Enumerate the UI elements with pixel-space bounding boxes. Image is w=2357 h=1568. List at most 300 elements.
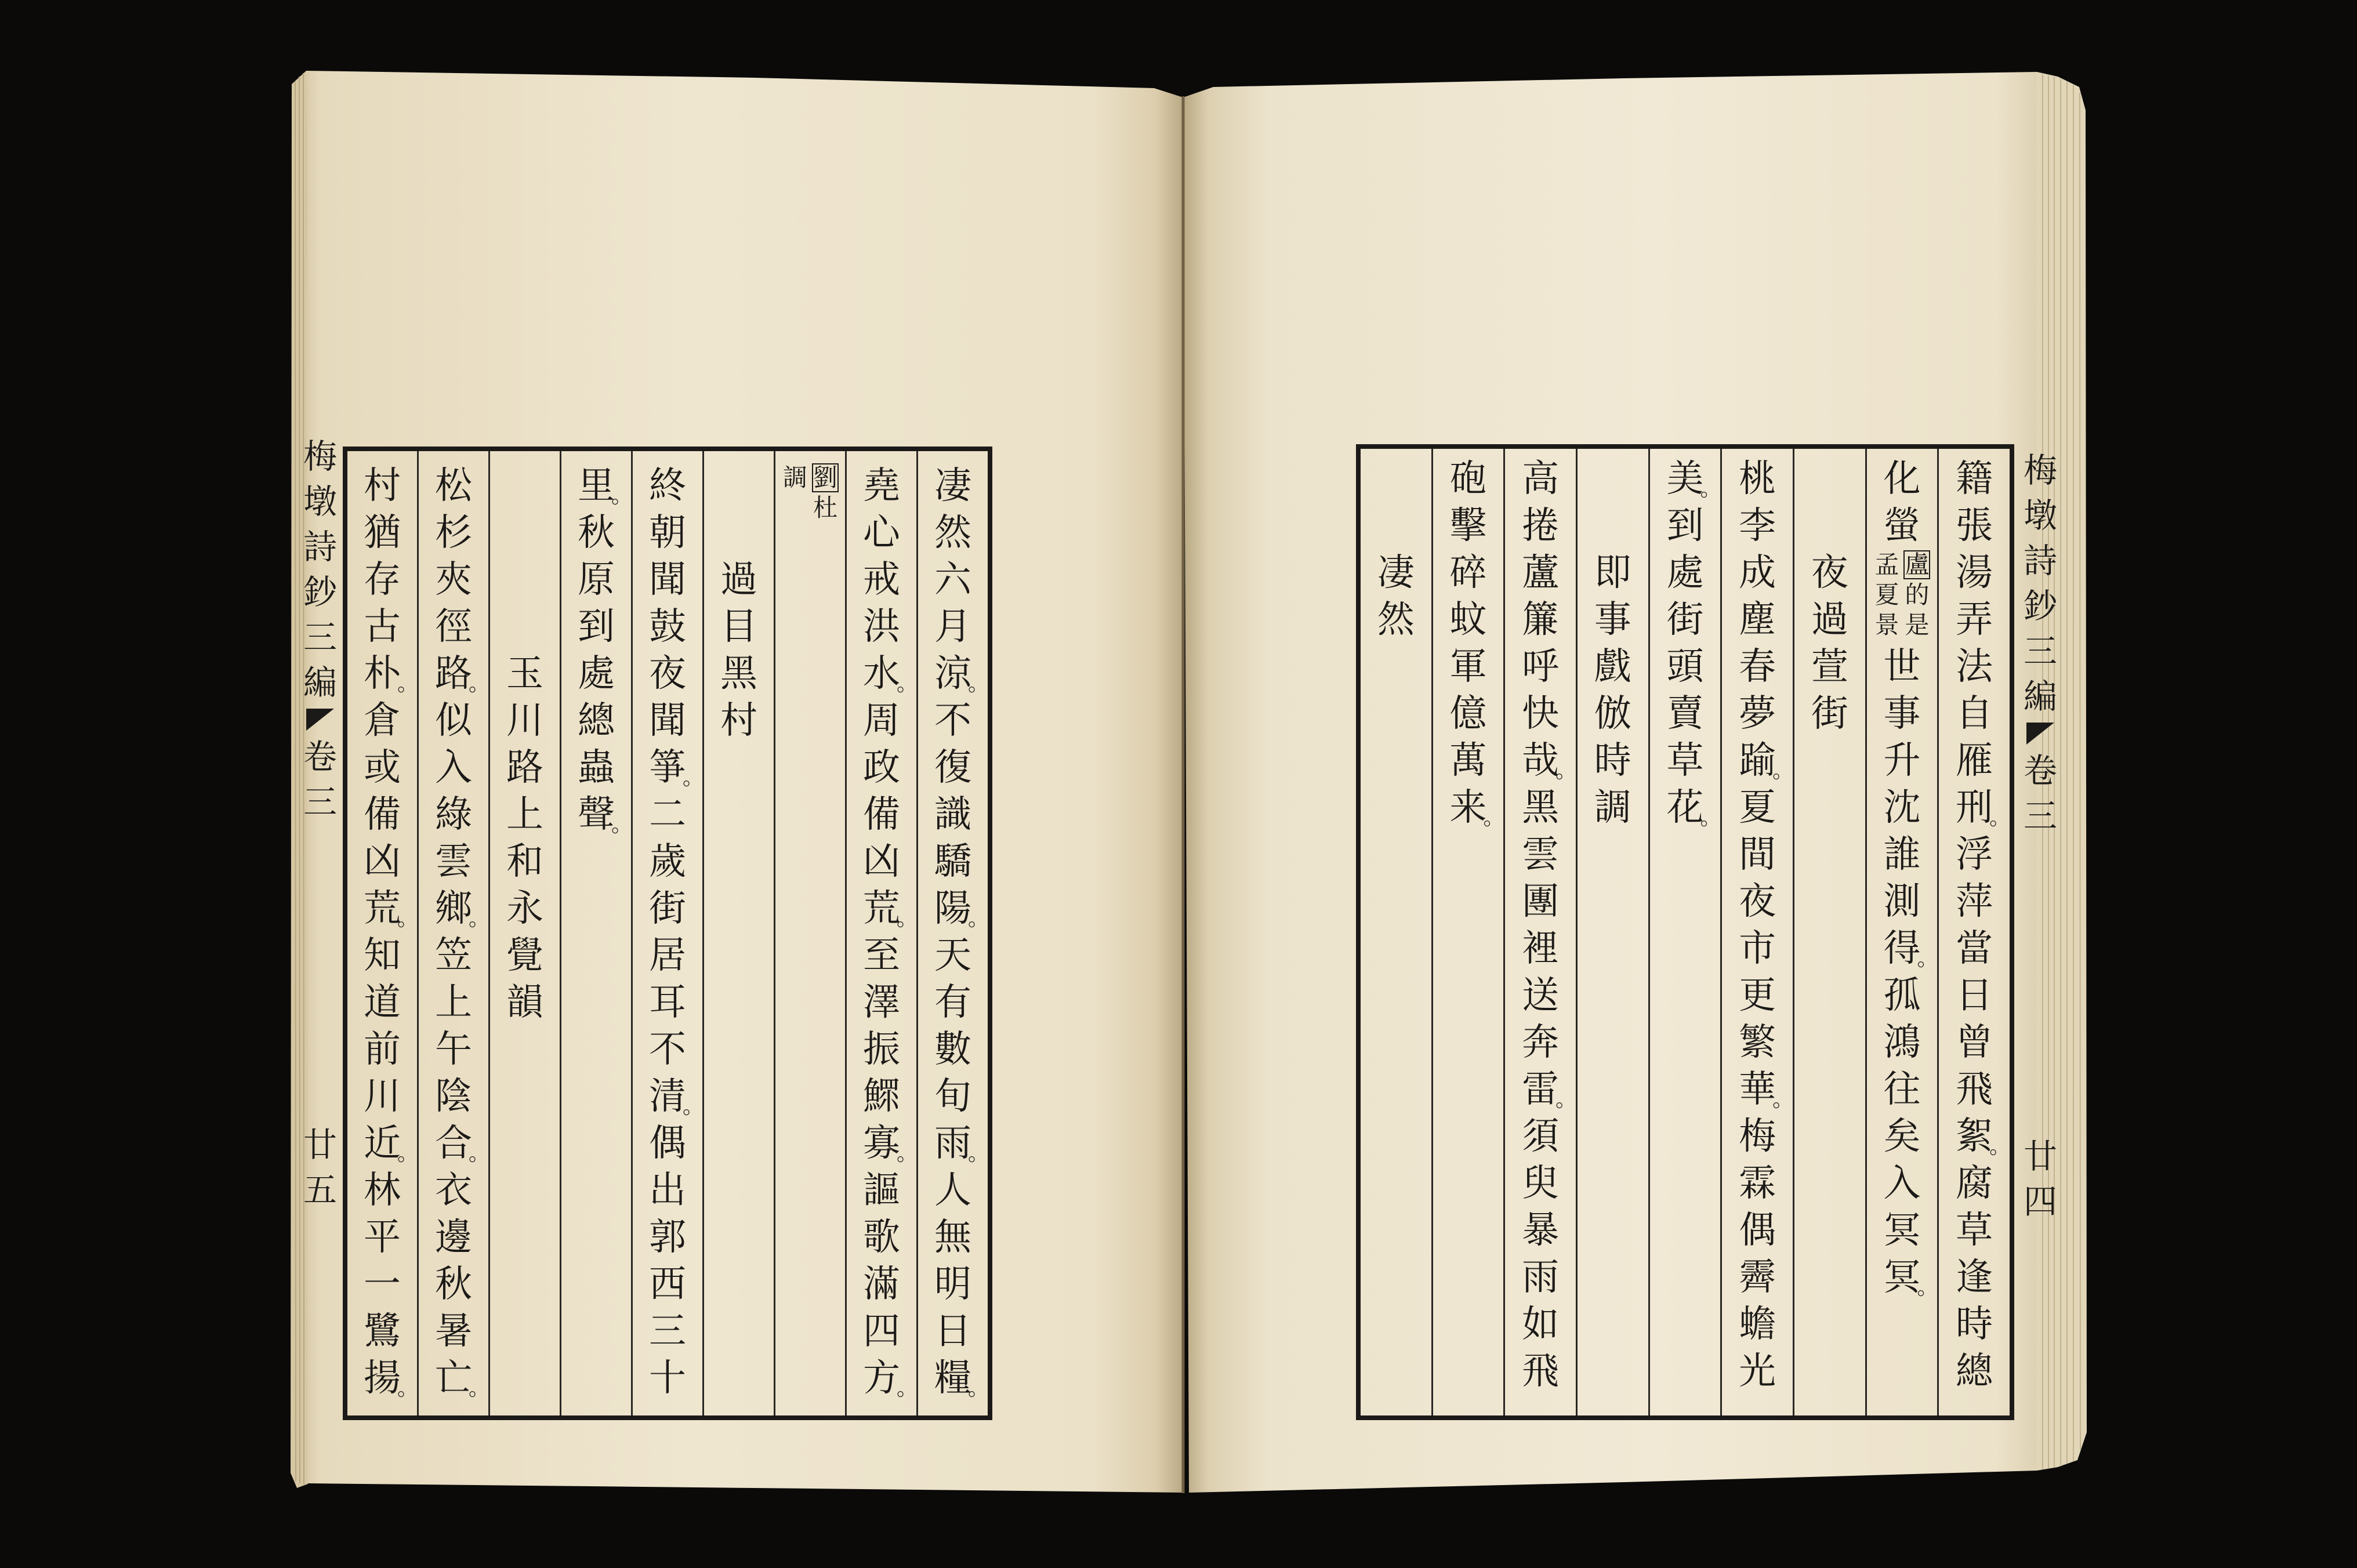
- character: 調: [1594, 786, 1631, 829]
- column-text: [1867, 456, 1938, 550]
- text-column: [1937, 449, 2010, 1415]
- margin-title-text: [298, 434, 342, 705]
- character: 偶: [1739, 1209, 1776, 1252]
- punctuation-mark: 。: [1555, 1088, 1577, 1112]
- character: 冥: [1883, 1209, 1921, 1252]
- character: 飛: [1956, 1068, 1993, 1111]
- character: 夏: [1739, 786, 1776, 829]
- character: 聞: [649, 558, 686, 601]
- character: 億: [1449, 692, 1487, 735]
- character: 雁: [1956, 739, 1993, 782]
- text-column: [560, 451, 631, 1415]
- poem-title: [1576, 449, 1648, 1415]
- character: 雨 。: [934, 1122, 989, 1166]
- character: 梅: [303, 437, 337, 476]
- punctuation-mark: 。: [1483, 806, 1504, 830]
- character: 梅: [1739, 1115, 1776, 1158]
- character: 自: [1956, 692, 1993, 735]
- character: 五: [303, 1170, 337, 1210]
- character: 鴻: [1883, 1021, 1921, 1064]
- character: 月: [934, 605, 971, 648]
- character: 郭: [649, 1216, 686, 1259]
- character: 光: [1739, 1350, 1776, 1393]
- character: 墩: [303, 482, 337, 521]
- character: 荒 。: [364, 887, 419, 931]
- character: 歌: [863, 1216, 900, 1259]
- character: 川: [364, 1075, 401, 1118]
- character: 霖: [1739, 1162, 1776, 1205]
- character: 雨: [1522, 1256, 1560, 1299]
- character: 事: [1594, 598, 1631, 641]
- column-text: [419, 463, 488, 1402]
- column-text: [1433, 456, 1504, 832]
- note-line-right: [811, 463, 839, 557]
- character: 籍: [1956, 458, 1993, 500]
- character: 三: [303, 618, 337, 657]
- character: 十: [649, 1357, 686, 1400]
- character: 秋: [435, 1263, 472, 1306]
- character: 裡: [1522, 927, 1560, 970]
- character: 涼 。: [934, 652, 989, 696]
- fishtail-mark: [306, 709, 334, 731]
- character: 陰: [435, 1075, 472, 1118]
- character: 臾: [1522, 1162, 1560, 1205]
- character: 李: [1739, 504, 1776, 547]
- character: 聲 。: [578, 793, 633, 837]
- character: 景: [1874, 611, 1899, 639]
- character: 天: [934, 934, 971, 977]
- character: 快: [1522, 692, 1560, 735]
- character: 蘆: [1522, 551, 1560, 594]
- column-text: [847, 463, 916, 1402]
- character: 團: [1522, 880, 1560, 923]
- character: 飛: [1522, 1350, 1560, 1393]
- character: 備: [863, 793, 900, 836]
- character: 居: [649, 934, 686, 977]
- character: 擊: [1449, 504, 1487, 547]
- character: 更: [1739, 974, 1776, 1017]
- character: 倣: [1594, 692, 1631, 735]
- character: 和: [506, 840, 543, 883]
- character: 村: [720, 699, 757, 742]
- character: 升: [1883, 739, 1921, 782]
- character: 廿: [2023, 1137, 2057, 1176]
- character: 暑: [435, 1310, 472, 1353]
- punctuation-mark: 。: [968, 907, 989, 931]
- character: 玉: [506, 652, 543, 695]
- character: 近 。: [364, 1122, 419, 1166]
- character: 軍: [1449, 645, 1487, 688]
- character: 衣: [435, 1169, 472, 1212]
- character: 三: [303, 782, 337, 822]
- character: 市: [1739, 927, 1776, 970]
- character: 午: [435, 1028, 472, 1071]
- character: 須: [1522, 1115, 1560, 1158]
- character: 三: [2023, 631, 2057, 671]
- character: 邊: [435, 1216, 472, 1259]
- character: 間: [1739, 833, 1776, 876]
- text-column: [417, 451, 488, 1415]
- character: 如: [1522, 1303, 1560, 1346]
- character: 存: [364, 558, 401, 601]
- text-column: [916, 451, 988, 1415]
- punctuation-mark: 。: [469, 672, 490, 696]
- character: 草: [1666, 739, 1704, 782]
- character: 古: [364, 605, 401, 648]
- punctuation-mark: 。: [469, 1377, 490, 1400]
- character: 夾: [435, 558, 472, 601]
- character: 来 。: [1449, 786, 1504, 830]
- character: 入: [435, 746, 472, 789]
- character: 杉: [435, 511, 472, 554]
- poem-title-text: [1361, 550, 1431, 644]
- character: 廿: [303, 1125, 337, 1164]
- punctuation-mark: 。: [897, 672, 918, 696]
- page-number-text: [2018, 1134, 2062, 1224]
- character: 時: [1594, 739, 1631, 782]
- character: 即: [1594, 551, 1631, 594]
- character: 西: [649, 1263, 686, 1306]
- character: 凄: [934, 464, 971, 507]
- character: 徑: [435, 605, 472, 648]
- punctuation-mark: 。: [1700, 806, 1721, 830]
- character: 浮: [1956, 833, 1993, 876]
- character: 往: [1883, 1068, 1921, 1111]
- character: 踰 。: [1739, 739, 1794, 783]
- note-line-left: [1873, 550, 1901, 644]
- punctuation-mark: 。: [469, 1142, 490, 1166]
- character: 心: [863, 511, 900, 554]
- column-text: [561, 463, 631, 839]
- character: 夜: [1811, 551, 1848, 594]
- page-number: [298, 1122, 342, 1213]
- punctuation-mark: 。: [897, 907, 918, 931]
- character: 孟: [1874, 550, 1899, 579]
- page-number: [2018, 1134, 2062, 1224]
- character: 有: [934, 981, 971, 1024]
- character: 四: [863, 1310, 900, 1353]
- character: 杜: [813, 493, 837, 522]
- character: 誰: [1883, 833, 1921, 876]
- character: 上: [506, 793, 543, 836]
- character: 劉: [811, 463, 839, 493]
- character: 鰥: [863, 1075, 900, 1118]
- character: 目: [720, 605, 757, 648]
- character: 頭: [1666, 645, 1704, 688]
- character: 華 。: [1739, 1068, 1794, 1112]
- punctuation-mark: 。: [611, 484, 633, 508]
- character: 知: [364, 934, 401, 977]
- character: 荒 。: [863, 887, 918, 931]
- character: 梅: [2023, 451, 2057, 490]
- character: 川: [506, 699, 543, 742]
- character: 周: [863, 699, 900, 742]
- column-text: [347, 463, 417, 1402]
- character: 成: [1739, 551, 1776, 594]
- character: 路: [506, 746, 543, 789]
- character: 合 。: [435, 1122, 490, 1166]
- punctuation-mark: 。: [1772, 759, 1794, 783]
- character: 詩: [303, 527, 337, 567]
- text-column: [1865, 449, 1938, 1415]
- character: 蟾: [1739, 1303, 1776, 1346]
- character: 是: [1905, 611, 1930, 639]
- character: 事: [1883, 692, 1921, 735]
- character: 過: [720, 558, 757, 601]
- character: 街: [649, 887, 686, 930]
- margin-title: [298, 434, 342, 705]
- character: 道: [364, 981, 401, 1024]
- character: 路 。: [435, 652, 490, 696]
- character: 終: [649, 464, 686, 507]
- character: 里 。: [578, 464, 633, 508]
- character: 夜: [649, 652, 686, 695]
- character: 草: [1956, 1209, 1993, 1252]
- character: 日: [1956, 974, 1993, 1017]
- punctuation-mark: 。: [897, 1377, 918, 1400]
- character: 松: [435, 464, 472, 507]
- character: 平: [364, 1216, 401, 1259]
- character: 冥 。: [1883, 1256, 1938, 1300]
- character: 入: [1883, 1162, 1921, 1205]
- character: 霽: [1739, 1256, 1776, 1299]
- character: 世: [1883, 645, 1921, 688]
- punctuation-mark: 。: [683, 766, 704, 790]
- character: 總: [578, 699, 615, 742]
- character: 街: [1666, 598, 1704, 641]
- character: 碎: [1449, 551, 1487, 594]
- character: 萍: [1956, 880, 1993, 923]
- poem-title: [1793, 449, 1865, 1415]
- punctuation-mark: 。: [1700, 477, 1721, 501]
- character: 凶: [364, 840, 401, 883]
- character: 孤: [1883, 974, 1921, 1017]
- character: 清 。: [649, 1075, 704, 1119]
- character: 偶: [649, 1122, 686, 1165]
- character: 戒: [863, 558, 900, 601]
- character: 到: [578, 605, 615, 648]
- character: 凄: [1377, 551, 1415, 594]
- punctuation-mark: 。: [897, 1142, 918, 1166]
- volume-label-text: [2018, 748, 2062, 839]
- punctuation-mark: 。: [683, 1095, 704, 1119]
- note-line-right: [1903, 550, 1931, 644]
- character: 滿: [863, 1263, 900, 1306]
- character: 日: [934, 1310, 971, 1353]
- character: 刑 。: [1956, 786, 2011, 830]
- character: 蚊: [1449, 598, 1487, 641]
- character: 村: [364, 464, 401, 507]
- character: 捲: [1522, 504, 1560, 547]
- punctuation-mark: 。: [1917, 947, 1938, 971]
- character: 戲: [1594, 645, 1631, 688]
- character: 覺: [506, 934, 543, 977]
- column-text: [1505, 456, 1576, 1395]
- character: 夢: [1739, 692, 1776, 735]
- character: 總: [1956, 1350, 1993, 1393]
- character: 人: [934, 1169, 971, 1212]
- character: 春: [1739, 645, 1776, 688]
- poem-title-text: [1794, 550, 1865, 738]
- character: 到: [1666, 504, 1704, 547]
- character: 朝: [649, 511, 686, 554]
- character: 萱: [1811, 645, 1848, 688]
- character: 黑: [720, 652, 757, 695]
- punctuation-mark: 。: [469, 907, 490, 931]
- character: 振: [863, 1028, 900, 1071]
- punctuation-mark: 。: [1555, 759, 1577, 783]
- character: 箏 。: [649, 746, 704, 790]
- character: 原: [578, 558, 615, 601]
- character: 鈔: [2023, 586, 2057, 626]
- character: 陽 。: [934, 887, 989, 931]
- character: 聞: [649, 699, 686, 742]
- character: 編: [303, 663, 337, 702]
- character: 編: [2023, 677, 2057, 716]
- interlinear-note: [775, 463, 845, 557]
- character: 奔: [1522, 1021, 1560, 1064]
- character: 耳: [649, 981, 686, 1024]
- character: 猶: [364, 511, 401, 554]
- column-text: [633, 463, 702, 1402]
- character: 鼓: [649, 605, 686, 648]
- character: 糧 。: [934, 1357, 989, 1400]
- text-column: [1431, 449, 1504, 1415]
- note-line-left: [781, 463, 809, 557]
- margin-title-text: [2018, 448, 2062, 719]
- character: 鷺: [364, 1310, 401, 1353]
- character: 卷: [2023, 751, 2057, 790]
- character: 張: [1956, 504, 1993, 547]
- character: 時: [1956, 1303, 1993, 1346]
- character: 法: [1956, 645, 1993, 688]
- character: 寡 。: [863, 1122, 918, 1166]
- punctuation-mark: 。: [1989, 1135, 2011, 1159]
- character: 處: [578, 652, 615, 695]
- character: 方 。: [863, 1357, 918, 1400]
- character: 鄉 。: [435, 887, 490, 931]
- character: 澤: [863, 981, 900, 1024]
- character: 高: [1522, 458, 1560, 500]
- character: 水 。: [863, 652, 918, 696]
- character: 萬: [1449, 739, 1487, 782]
- column-text: [918, 463, 988, 1402]
- character: 砲: [1449, 458, 1487, 500]
- character: 雲: [1522, 833, 1560, 876]
- character: 夏: [1874, 580, 1899, 609]
- text-column: [1648, 449, 1721, 1415]
- character: 花 。: [1666, 786, 1721, 830]
- punctuation-mark: 。: [968, 1377, 989, 1400]
- character: 復: [934, 746, 971, 789]
- character: 哉 。: [1522, 739, 1577, 783]
- punctuation-mark: 。: [397, 1377, 419, 1400]
- character: 暴: [1522, 1209, 1560, 1252]
- punctuation-mark: 。: [1772, 1088, 1794, 1112]
- character: 調: [782, 463, 807, 492]
- character: 上: [435, 981, 472, 1024]
- text-column: [1503, 449, 1576, 1415]
- fishtail-mark: [2026, 723, 2054, 745]
- text-frame-right: [1356, 444, 2014, 1420]
- text-column: [774, 451, 845, 1415]
- page-number-text: [298, 1122, 342, 1213]
- character: 政: [863, 746, 900, 789]
- character: 雷 。: [1522, 1068, 1577, 1112]
- volume-label: [298, 734, 342, 825]
- character: 凶: [863, 840, 900, 883]
- poem-title-text: [490, 651, 560, 1026]
- character: 不: [649, 1028, 686, 1071]
- character: 前: [364, 1028, 401, 1071]
- interlinear-note: [1867, 550, 1938, 644]
- punctuation-mark: 。: [611, 813, 633, 837]
- poem-title: [702, 451, 774, 1415]
- character: 三: [2023, 796, 2057, 836]
- character: 三: [649, 1310, 686, 1353]
- volume-label: [2018, 748, 2062, 839]
- character: 湯: [1956, 551, 1993, 594]
- character: 測: [1883, 880, 1921, 923]
- character: 林: [364, 1169, 401, 1212]
- character: 歲: [649, 840, 686, 883]
- character: 腐: [1956, 1162, 1993, 1205]
- character: 賣: [1666, 692, 1704, 735]
- punctuation-mark: 。: [397, 907, 419, 931]
- margin-title: [2018, 448, 2062, 719]
- character: 旬: [934, 1075, 971, 1118]
- character: 備: [364, 793, 401, 836]
- character: 蟲: [578, 746, 615, 789]
- punctuation-mark: 。: [1917, 1276, 1938, 1300]
- character: 綠: [435, 793, 472, 836]
- poem-title-text: [704, 557, 774, 745]
- character: 明: [934, 1263, 971, 1306]
- character: 街: [1811, 692, 1848, 735]
- text-column: [631, 451, 702, 1415]
- character: 夜: [1739, 880, 1776, 923]
- character: 朴 。: [364, 652, 419, 696]
- character: 洪: [863, 605, 900, 648]
- character: 沈: [1883, 786, 1921, 829]
- poem-title: [1361, 449, 1431, 1415]
- punctuation-mark: 。: [968, 672, 989, 696]
- character: 黑: [1522, 786, 1560, 829]
- character: 出: [649, 1169, 686, 1212]
- column-text: [1650, 456, 1721, 832]
- character: 或: [364, 746, 401, 789]
- text-frame-left: [343, 447, 992, 1420]
- text-column: [845, 451, 916, 1415]
- character: 美 。: [1666, 458, 1721, 501]
- character: 然: [934, 511, 971, 554]
- character: 至: [863, 934, 900, 977]
- column-text: [1867, 644, 1938, 1301]
- character: 塵: [1739, 598, 1776, 641]
- character: 然: [1377, 598, 1415, 641]
- character: 不: [934, 699, 971, 742]
- character: 六: [934, 558, 971, 601]
- text-column: [347, 451, 417, 1415]
- character: 逢: [1956, 1256, 1993, 1299]
- character: 桃: [1739, 458, 1776, 500]
- character: 過: [1811, 598, 1848, 641]
- character: 得 。: [1883, 927, 1938, 971]
- character: 送: [1522, 974, 1560, 1017]
- column-text: [1939, 456, 2010, 1395]
- poem-title-text: [1578, 550, 1648, 832]
- character: 似: [435, 699, 472, 742]
